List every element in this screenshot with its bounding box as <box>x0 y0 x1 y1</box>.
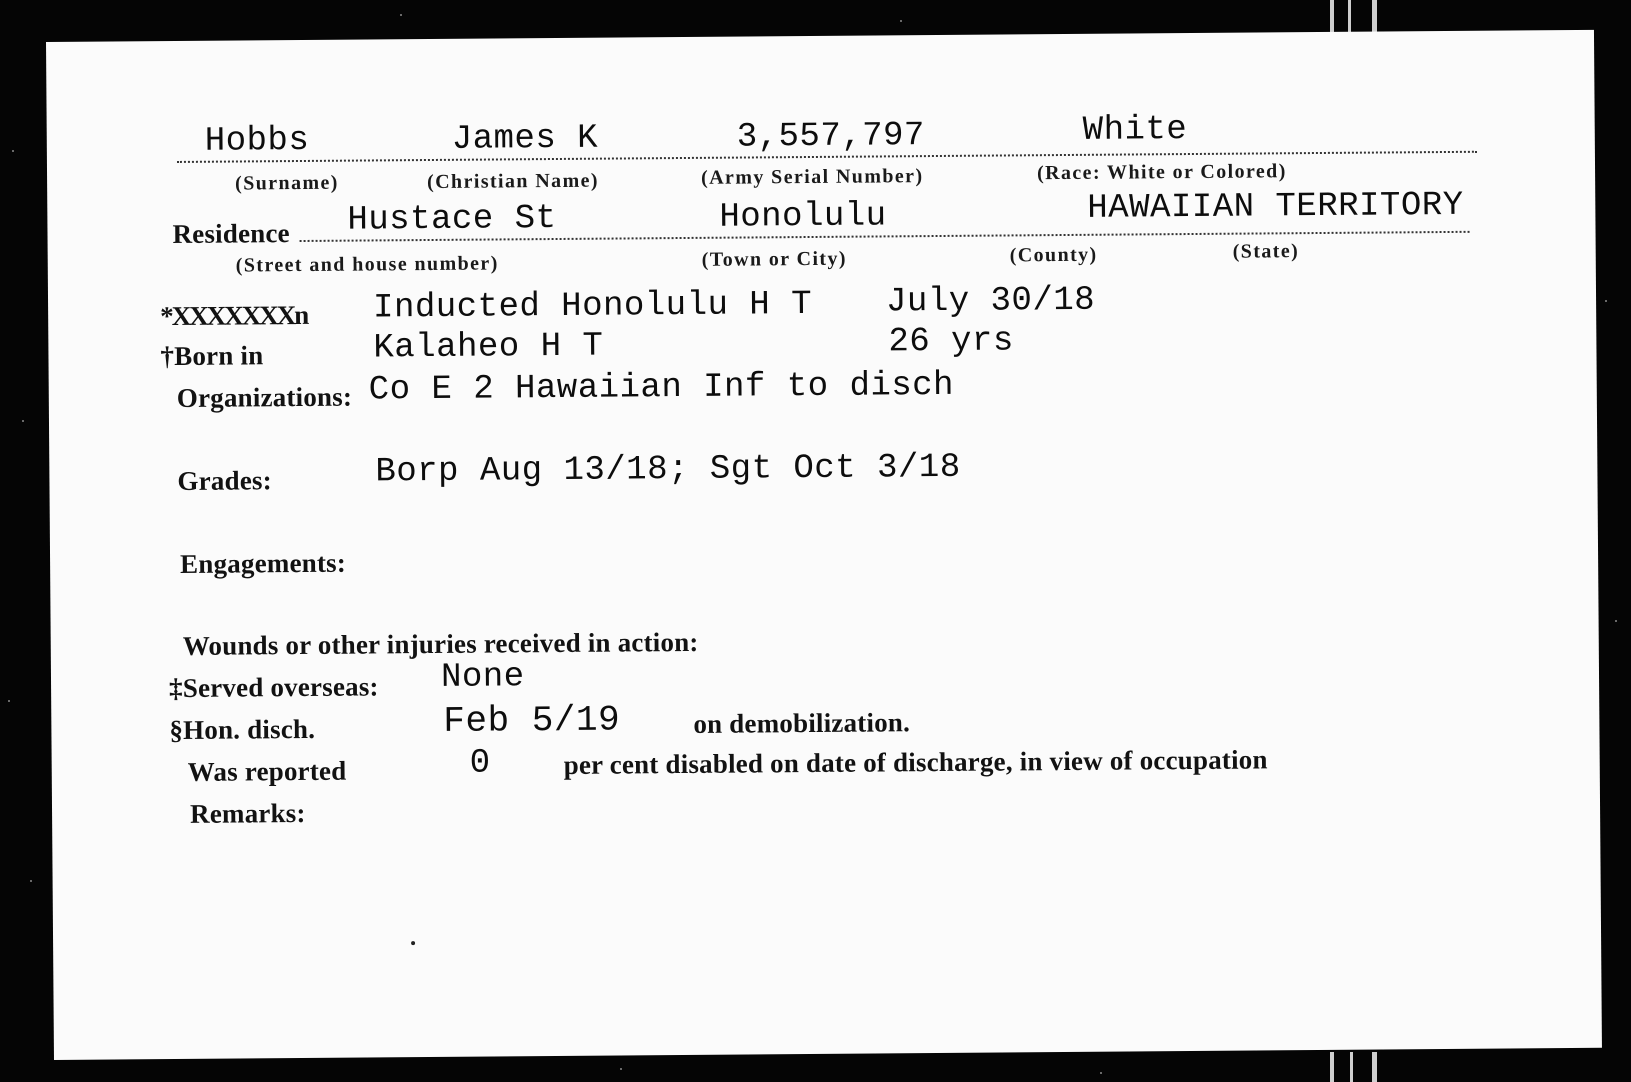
enlisted-label: *XXXXXXXn <box>160 299 308 332</box>
disability-label: Was reported <box>187 755 347 787</box>
county-caption: (County) <box>1009 243 1098 267</box>
born-place-value: Kalaheo H T <box>373 327 604 368</box>
serial-number-value: 3,557,797 <box>736 117 926 157</box>
film-speck <box>12 150 14 152</box>
film-edge-mark <box>1372 1052 1377 1082</box>
organizations-label: Organizations: <box>176 381 353 413</box>
film-speck <box>900 20 902 22</box>
draft-record-card <box>46 30 1602 1060</box>
film-speck <box>1605 300 1607 302</box>
disability-value: 0 <box>469 744 491 783</box>
surname-value: Hobbs <box>204 121 310 161</box>
residence-state-value: HAWAIIAN TERRITORY <box>1087 186 1464 228</box>
film-speck <box>30 880 32 882</box>
stray-ink-dot <box>411 941 415 945</box>
residence-street-value: Hustace St <box>347 199 557 240</box>
residence-label: Residence <box>172 218 290 250</box>
film-speck <box>400 14 402 16</box>
state-caption: (State) <box>1232 240 1300 263</box>
film-speck <box>1615 620 1617 622</box>
wounds-label: Wounds or other injuries received in action: <box>182 626 699 661</box>
overseas-label: ‡Served overseas: <box>168 671 379 704</box>
discharge-label: §Hon. disch. <box>169 713 316 746</box>
disability-suffix: per cent disabled on date of discharge, in view of occupation <box>563 744 1268 780</box>
enlisted-date-value: July 30/18 <box>885 281 1096 322</box>
residence-town-value: Honolulu <box>719 197 887 237</box>
race-value: White <box>1082 111 1188 150</box>
film-speck <box>22 420 24 422</box>
grades-value: Borp Aug 13/18; Sgt Oct 3/18 <box>375 448 961 492</box>
town-caption: (Town or City) <box>701 247 847 271</box>
surname-caption: (Surname) <box>235 171 339 195</box>
film-speck <box>1100 1072 1102 1074</box>
born-age-value: 26 yrs <box>888 322 1014 362</box>
street-caption: (Street and house number) <box>235 252 499 277</box>
christian-name-caption: (Christian Name) <box>427 169 600 194</box>
film-speck <box>8 700 10 702</box>
discharge-value: Feb 5/19 <box>443 699 621 742</box>
discharge-suffix: on demobilization. <box>693 707 911 739</box>
race-caption: (Race: White or Colored) <box>1036 160 1287 185</box>
christian-name-value: James K <box>451 119 599 159</box>
serial-number-caption: (Army Serial Number) <box>701 165 924 189</box>
overseas-value: None <box>440 658 525 697</box>
film-edge-mark <box>1350 1052 1353 1082</box>
organizations-value: Co E 2 Hawaiian Inf to disch <box>368 366 955 410</box>
born-label: †Born in <box>160 340 264 372</box>
enlisted-value: Inducted Honolulu H T <box>372 285 813 328</box>
remarks-label: Remarks: <box>189 797 306 829</box>
film-speck <box>620 1068 622 1070</box>
film-edge-mark <box>1330 1052 1334 1082</box>
grades-label: Grades: <box>177 465 272 496</box>
engagements-label: Engagements: <box>179 547 347 579</box>
